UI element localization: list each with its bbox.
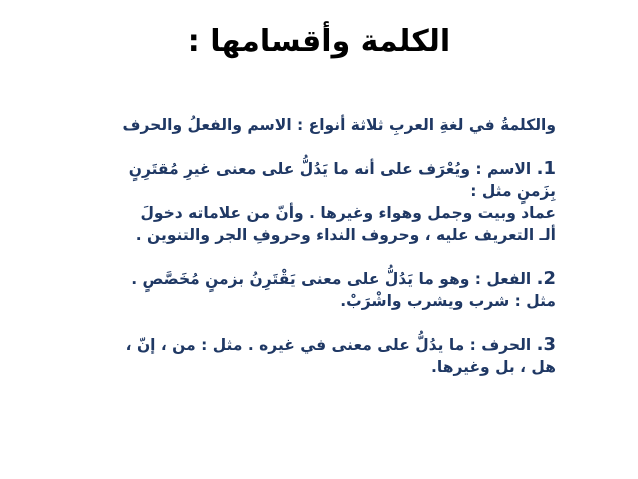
slide-title: الكلمة وأقسامها :: [187, 24, 451, 59]
section-noun-text-1: الاسم : ويُعْرَف على أنه ما يَدُلُّ على معنى غيرِ مُقتَرِنٍ: [128, 160, 532, 178]
section-verb-line-2: مثل : شرب ويشرب واشْرَبْ.: [340, 292, 556, 310]
section-particle-line-2: هل ، بل وغيرها.: [431, 358, 556, 376]
spacer: [56, 312, 556, 334]
slide-body: [56, 114, 556, 378]
spacer: [56, 136, 556, 158]
section-particle-number: 3.: [536, 334, 556, 355]
section-noun: [56, 158, 556, 246]
section-noun-line-1: [56, 158, 556, 180]
section-particle-text-1: الحرف : ما يدُلُّ على معنى في غيره . مثل : من ، إنّ ،: [125, 336, 532, 354]
intro-text: والكلمةُ في لغةِ العربِ ثلاثة أنواع : الاسم والفعلُ والحرف: [122, 116, 556, 134]
section-noun-line-2: بِزَمنٍ مثل :: [470, 182, 556, 200]
section-verb-line-1: [56, 268, 556, 290]
section-particle-line-1: [56, 334, 556, 356]
section-verb: [56, 268, 556, 312]
section-verb-text-1: الفعل : وهو ما يَدُلُّ على معنى يَقْتَرِنُ بزمنٍ مُخَصَّصٍ .: [131, 270, 532, 288]
section-verb-number: 2.: [536, 268, 556, 289]
section-noun-line-4: ألـ التعريف عليه ، وحروف النداء وحروفِ الجر والتنوين .: [135, 226, 556, 244]
spacer: [56, 246, 556, 268]
section-noun-line-3: عماد وبيت وجمل وهواء وغيرها . وأنّ من علاماته دخولَ: [140, 204, 556, 222]
section-particle: [56, 334, 556, 378]
section-noun-number: 1.: [536, 158, 556, 179]
